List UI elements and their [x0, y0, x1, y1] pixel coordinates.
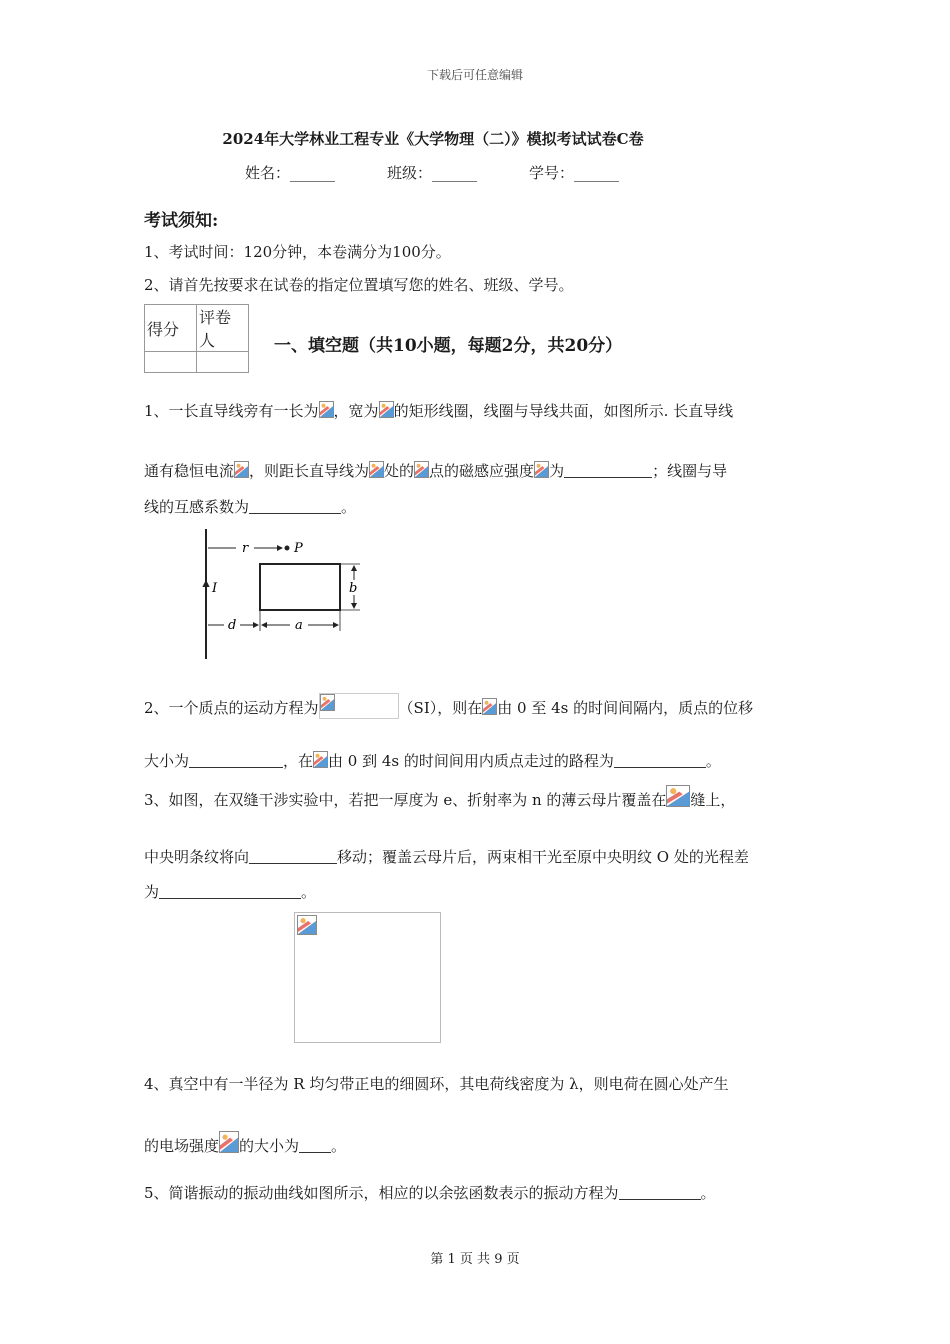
broken-image-glyph	[319, 401, 334, 418]
double-slit-figure-placeholder	[294, 912, 441, 1043]
broken-image-glyph	[369, 461, 384, 478]
score-table	[144, 304, 249, 373]
image-placeholder-icon	[219, 1131, 239, 1153]
answer-blank	[564, 463, 652, 478]
question-5-line-1: 5、简谐振动的振动曲线如图所示，相应的以余弦函数表示的振动方程为 。	[144, 1184, 716, 1202]
broken-image-glyph	[297, 915, 317, 935]
broken-image-glyph	[379, 401, 394, 418]
grader-cell	[197, 352, 249, 373]
current-label: I	[212, 581, 218, 596]
equation-image-placeholder	[319, 693, 399, 719]
answer-blank	[249, 849, 337, 864]
image-placeholder-icon	[234, 461, 249, 478]
score-cell	[145, 352, 197, 373]
answer-blank	[189, 753, 283, 768]
image-placeholder-icon	[320, 694, 335, 711]
notice-item: 2、请首先按要求在试卷的指定位置填写您的姓名、班级、学号。	[144, 276, 574, 294]
answer-blank	[614, 753, 706, 768]
page-footer: 第 1 页 共 9 页	[430, 1252, 520, 1267]
answer-blank	[159, 884, 301, 899]
r-label: r	[242, 541, 249, 556]
question-1-line-2: 通有稳恒电流 ，则距长直导线为 处的 点的磁感应强度 为 ；线圈与导	[144, 462, 728, 480]
answer-blank	[619, 1185, 701, 1200]
image-placeholder-icon	[369, 461, 384, 478]
answer-blank	[249, 499, 341, 514]
image-placeholder-icon	[534, 461, 549, 478]
a-label: a	[295, 618, 303, 633]
image-placeholder-icon	[482, 698, 497, 715]
image-placeholder-icon	[297, 915, 317, 935]
d-label: d	[228, 618, 237, 633]
score-header: 得分	[145, 305, 197, 352]
notice-item: 1、考试时间：120分钟，本卷满分为100分。	[144, 243, 451, 261]
wire-loop-figure	[196, 525, 366, 665]
section-title: 一、填空题（共10小题，每题2分，共20分）	[274, 336, 623, 356]
image-placeholder-icon	[379, 401, 394, 418]
grader-header: 评卷人	[197, 305, 249, 352]
broken-image-glyph	[666, 785, 690, 807]
image-placeholder-icon	[313, 751, 328, 768]
broken-image-glyph	[414, 461, 429, 478]
student-id-field: 学号：______	[529, 164, 620, 182]
question-2-line-1: 2、一个质点的运动方程为 （SI），则在 由 0 至 4s 的时间间隔内，质点的位移	[144, 693, 753, 719]
broken-image-glyph	[482, 698, 497, 715]
notice-heading: 考试须知:	[144, 211, 219, 231]
rectangular-loop	[260, 564, 340, 610]
broken-image-glyph	[234, 461, 249, 478]
p-label: P	[294, 541, 303, 556]
question-1-line-1: 1、一长直导线旁有一长为 ，宽为 的矩形线圈，线圈与导线共面，如图所示. 长直导线	[144, 402, 734, 420]
broken-image-glyph	[313, 751, 328, 768]
question-3-line-1: 3、如图，在双缝干涉实验中，若把一厚度为 e、折射率为 n 的薄云母片覆盖在 缝上，	[144, 785, 735, 810]
question-1-line-3: 线的互感系数为 。	[144, 498, 357, 516]
broken-image-glyph	[219, 1131, 239, 1153]
question-4-line-2: 的电场强度 的大小为 。	[144, 1131, 346, 1156]
question-2-line-2: 大小为 ，在 由 0 到 4s 的时间间用内质点走过的路程为 。	[144, 752, 721, 770]
page-title: 2024年大学林业工程专业《大学物理（二）》模拟考试试卷C卷	[222, 130, 644, 148]
broken-image-glyph	[534, 461, 549, 478]
question-4-line-1: 4、真空中有一半径为 R 均匀带正电的细圆环，其电荷线密度为 λ，则电荷在圆心处产生	[144, 1075, 729, 1093]
broken-image-glyph	[320, 694, 335, 711]
question-3-line-2: 中央明条纹将向 移动；覆盖云母片后，两束相干光至原中央明纹 O 处的光程差	[144, 848, 749, 866]
image-placeholder-icon	[666, 785, 690, 807]
top-note: 下载后可任意编辑	[426, 68, 523, 82]
question-3-line-3: 为 。	[144, 883, 317, 901]
answer-blank	[299, 1138, 331, 1153]
image-placeholder-icon	[319, 401, 334, 418]
image-placeholder-icon	[414, 461, 429, 478]
point-p	[285, 546, 290, 551]
class-field: 班级：______	[387, 164, 478, 182]
name-field: 姓名：______	[245, 164, 336, 182]
b-label: b	[349, 581, 358, 596]
